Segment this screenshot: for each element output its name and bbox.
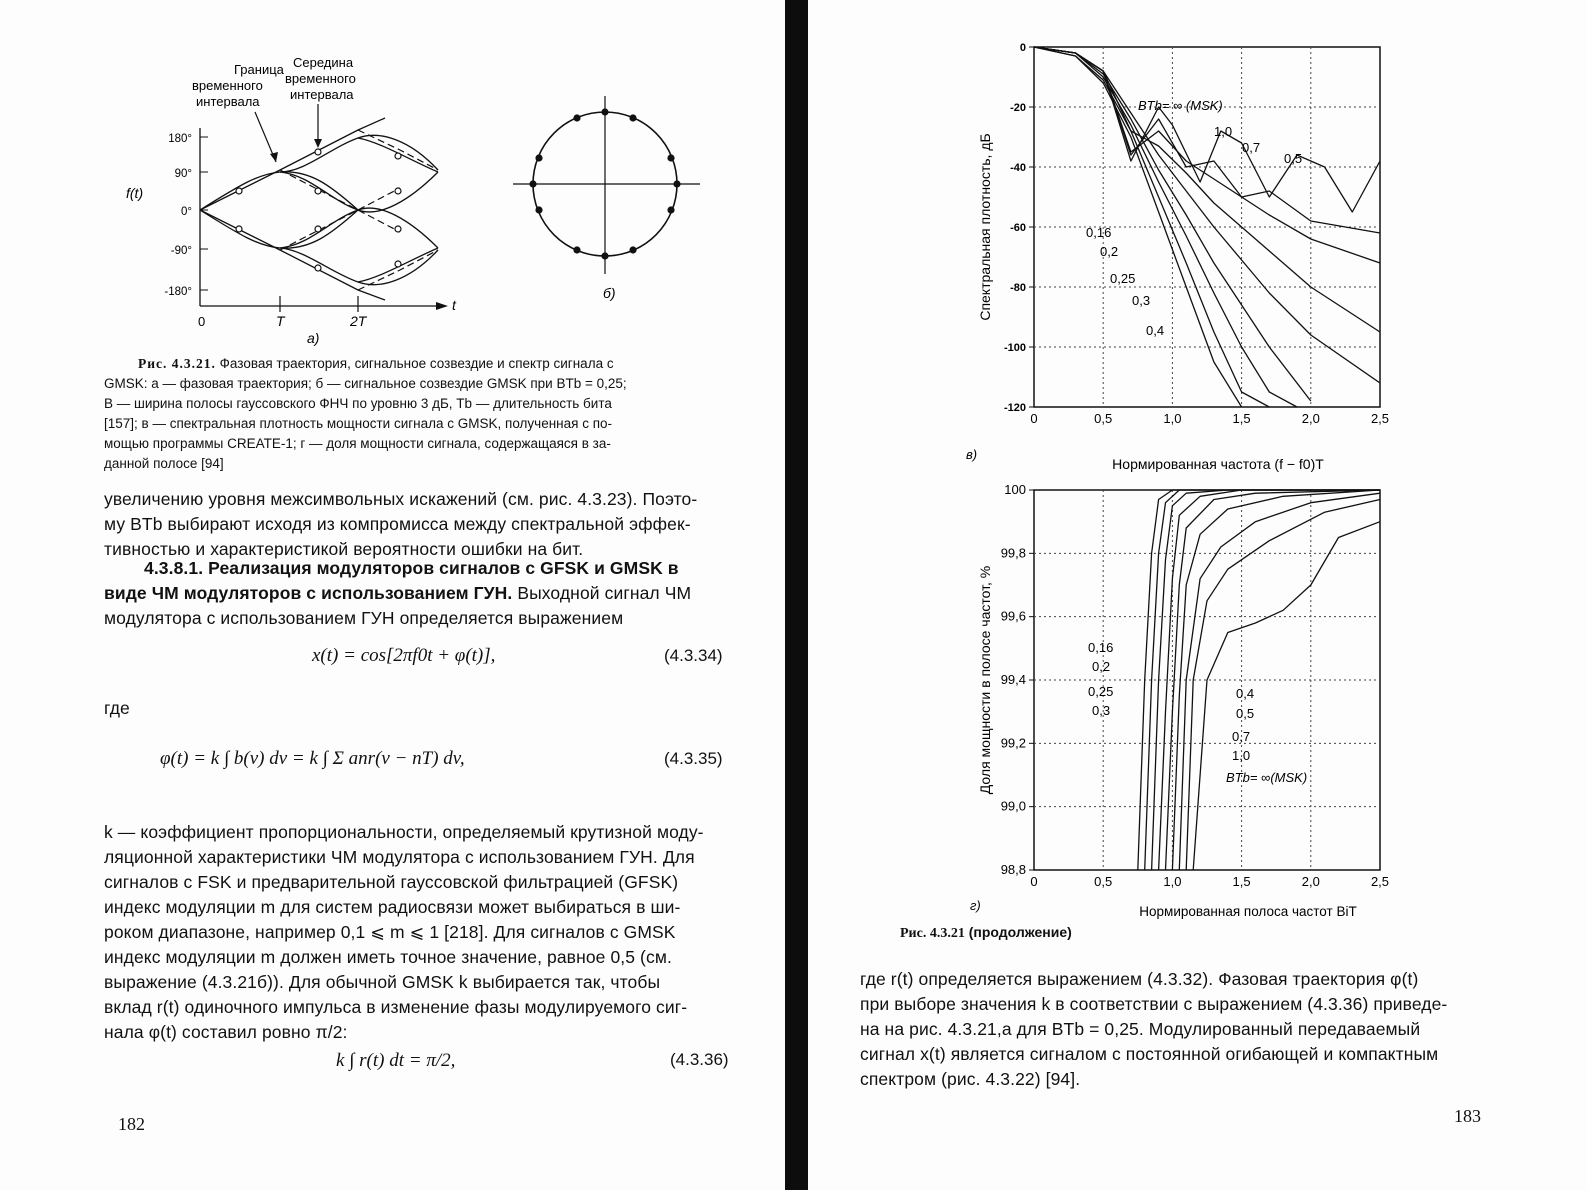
y-tick-label: 98,8	[1000, 862, 1026, 877]
y-tick-label: -100	[1003, 342, 1026, 354]
y-axis-label: f(t)	[126, 185, 144, 201]
constellation-point	[667, 206, 674, 213]
chart-spectral-density	[958, 35, 1548, 475]
equation-4-3-35: φ(t) = k ∫ b(v) dv = k ∫ Σ anr(v − nT) dv,	[160, 748, 465, 769]
sample-point	[395, 188, 401, 194]
annotation-left-0-16: 0,16	[1088, 640, 1114, 655]
series-line-5	[1034, 47, 1380, 332]
y-tick-label: -60	[1010, 222, 1026, 234]
paragraph-right-line: спектром (рис. 4.3.22) [94].	[860, 1069, 1081, 1089]
figure-b-constellation	[505, 90, 710, 305]
paragraph-right-line: сигнал x(t) является сигналом с постоянной огибающей и компактным	[860, 1044, 1439, 1064]
chart-g-xlabel: Нормированная полоса частот BiT	[1139, 904, 1357, 919]
x-axis-arrowhead	[436, 302, 448, 310]
paragraph-3-line: сигналов с FSK и предварительной гауссовской фильтрацией (GFSK)	[104, 872, 679, 892]
paragraph-right-line: на на рис. 4.3.21,а для BTb = 0,25. Модулированный передаваемый	[860, 1019, 1421, 1039]
paragraph-2: модулятора с использованием ГУН определяется выражением	[104, 608, 624, 628]
paragraph-3-line: выражение (4.3.21б)). Для обычной GMSK k выбирается так, чтобы	[104, 972, 661, 992]
caption-prefix-right: Рис. 4.3.21	[900, 926, 965, 941]
y-tick-label: 99,0	[1000, 798, 1026, 814]
paragraph-3-line: индекс модуляции m для систем радиосвязи может выбираться в ши-	[104, 897, 681, 917]
chart-g-series	[1138, 490, 1380, 870]
x-tick-label: 2,0	[1301, 411, 1320, 426]
label-middle-line1: Середина	[293, 55, 354, 70]
x-tick-label: 2,5	[1370, 874, 1390, 889]
x-tick-label: 1,5	[1232, 874, 1251, 889]
chart-power-fraction	[958, 478, 1548, 918]
y-tick-label: 99,8	[1000, 545, 1026, 561]
pointer-middle-arrowhead	[314, 139, 322, 148]
y-tick-label-minus90: -90°	[170, 245, 192, 257]
paragraph-3-line: k — коэффициент пропорциональности, определяемый крутизной моду-	[104, 822, 704, 842]
equation-4-3-36: k ∫ r(t) dt = π/2,	[336, 1050, 456, 1071]
annotation-0-3: 0,3	[1132, 293, 1151, 308]
series-line-6	[1179, 493, 1380, 870]
caption-line-3: B — ширина полосы гауссовского ФНЧ по уровню 3 дБ, Tb — длительность бита	[104, 396, 612, 411]
constellation-point	[535, 206, 542, 213]
chart-g-y-ticks	[1001, 482, 1034, 877]
page-number-right: 183	[1454, 1106, 1481, 1126]
annotation-msk: BTb= ∞ (MSK)	[1138, 98, 1223, 113]
x-axis-label: t	[452, 297, 456, 313]
figure-caption-continued	[900, 924, 1072, 942]
dashed-line-a	[280, 170, 400, 232]
caption-line-5: мощью программы CREATE-1; г — доля мощности сигнала, содержащаяся в за-	[104, 436, 611, 451]
paragraph-3-line: ляционной характеристики ЧМ модулятора с использованием ГУН. Для	[104, 847, 695, 867]
section-heading-block	[104, 556, 744, 631]
sample-point	[315, 188, 321, 194]
annotation-right-1-0: 1,0	[1232, 748, 1251, 763]
sample-point	[315, 226, 321, 232]
paragraph-1-line: му BTb выбирают исходя из компромисса между спектральной эффек-	[104, 514, 691, 534]
equation-number-4-3-35: (4.3.35)	[664, 749, 723, 768]
caption-prefix: Рис. 4.3.21.	[138, 356, 216, 371]
paragraph-right-line: при выборе значения k в соответствии с выражением (4.3.36) приведе-	[860, 994, 1448, 1014]
annotation-0-2: 0,2	[1100, 244, 1119, 259]
x-tick-label: 2,0	[1301, 874, 1320, 889]
y-tick-label: 0	[1019, 42, 1026, 54]
y-tick-label: 99,2	[1000, 735, 1026, 751]
section-heading-line-2: виде ЧМ модуляторов с использованием ГУН.	[104, 583, 513, 603]
x-tick-label: 1,0	[1163, 411, 1182, 426]
caption-line-6: данной полосе [94]	[104, 456, 224, 471]
chart-v-panel-label: в)	[966, 447, 978, 462]
annotation-left-0-25: 0,25	[1088, 684, 1114, 699]
x-tick-label: 0,5	[1094, 411, 1113, 426]
series-line-5	[1172, 490, 1380, 870]
phase-trajectory-dashed	[280, 130, 438, 290]
equation-number-4-3-34: (4.3.34)	[664, 646, 723, 665]
page-number-left: 182	[118, 1114, 145, 1134]
equation-4-3-34: x(t) = cos[2πf0t + φ(t)],	[312, 645, 496, 666]
annotation-left-0-2: 0,2	[1092, 659, 1111, 674]
annotation-1-0: 1,0	[1214, 124, 1233, 139]
y-tick-label-90: 90°	[174, 168, 192, 180]
x-tick-label-2T: 2T	[350, 313, 367, 329]
sample-point	[236, 188, 242, 194]
paragraph-3-line: вклад r(t) одиночного импульса в изменение фазы модулируемого сиг-	[104, 997, 688, 1017]
pointer-boundary-arrowhead	[270, 152, 278, 162]
sample-point	[315, 149, 321, 155]
x-tick-label: 0	[1030, 874, 1038, 889]
annotation-right-0-7: 0,7	[1232, 729, 1251, 744]
paragraph-3	[104, 820, 744, 1045]
caption-line-2: GMSK: а — фазовая траектория; б — сигнальное созвездие GMSK при BTb = 0,25;	[104, 376, 627, 391]
trajectory-lower-curve	[200, 210, 438, 285]
chart-v-y-ticks	[1004, 42, 1034, 414]
x-tick-label: 2,5	[1370, 411, 1390, 426]
y-tick-label-180: 180°	[168, 133, 192, 145]
trajectory-mid-upper	[280, 172, 438, 212]
series-line-8	[1193, 522, 1380, 870]
constellation-point	[529, 180, 536, 187]
label-boundary-line2: временного	[192, 78, 263, 93]
caption-line-4: [157]; в — спектральная плотность мощности сигнала с GMSK, полученная с по-	[104, 416, 613, 431]
trajectory-mid-lower	[280, 208, 438, 248]
trajectory-straight-up	[200, 118, 385, 210]
y-tick-label: -120	[1003, 402, 1026, 414]
constellation-point	[673, 180, 680, 187]
paragraph-3-line: индекс модуляции m должен иметь точное значение, равное 0,5 (см.	[104, 947, 672, 967]
dashed-line-b	[280, 188, 400, 250]
paragraph-1-line: тивностью и характеристикой вероятности ошибки на бит.	[104, 539, 584, 559]
y-tick-label: -40	[1010, 162, 1026, 174]
y-tick-label: 99,6	[1000, 608, 1026, 624]
equation-number-4-3-36: (4.3.36)	[670, 1050, 729, 1069]
caption-line	[104, 354, 734, 374]
dashed-line-c	[358, 130, 438, 170]
x-tick-label: 0,5	[1094, 874, 1113, 889]
chart-g-x-ticks	[1030, 874, 1389, 889]
book-spine	[785, 0, 808, 1190]
sample-point	[395, 261, 401, 267]
label-boundary-line1: Граница	[234, 62, 284, 77]
annotation-0-25: 0,25	[1110, 271, 1136, 286]
x-tick-label: 0	[1030, 411, 1038, 426]
section-heading-line-1: 4.3.8.1. Реализация модуляторов сигналов с GFSK и GMSK в	[144, 558, 679, 578]
series-line-7	[1034, 47, 1380, 233]
annotation-0-5: 0,5	[1284, 151, 1303, 166]
paragraph-right-line: где r(t) определяется выражением (4.3.32). Фазовая траектория φ(t)	[860, 969, 1419, 989]
dashed-line-d	[358, 250, 438, 290]
paragraph-3-line: роком диапазоне, например 0,1 ⩽ m ⩽ 1 [218]. Для сигналов с GMSK	[104, 922, 676, 942]
sample-point	[395, 153, 401, 159]
figure-caption	[104, 354, 734, 474]
series-line-8	[1034, 47, 1380, 212]
trajectory-straight-down	[200, 210, 385, 300]
sample-point	[236, 226, 242, 232]
x-tick-label: 1,0	[1163, 874, 1182, 889]
chart-g-ylabel: Доля мощности в полосе частот, %	[977, 565, 993, 795]
constellation-point	[601, 252, 608, 259]
y-tick-label-0: 0°	[181, 206, 192, 218]
x-tick-label-T: T	[276, 313, 285, 329]
annotation-0-7: 0,7	[1242, 140, 1261, 155]
annotation-left-0-3: 0,3	[1092, 703, 1111, 718]
chart-v-annotations	[1086, 98, 1302, 338]
constellation-point	[535, 154, 542, 161]
annotation-right-0-5: 0,5	[1236, 706, 1255, 721]
annotation-right-0-4: 0,4	[1236, 686, 1255, 701]
y-tick-label: 100	[1004, 482, 1026, 497]
chart-v-ylabel: Спектральная плотность, дБ	[977, 133, 993, 321]
chart-v-x-ticks	[1030, 411, 1389, 426]
sample-point	[315, 265, 321, 271]
constellation-point	[629, 114, 636, 121]
section-heading-tail: Выходной сигнал ЧМ	[512, 583, 692, 603]
annotation-right-msk: BTb= ∞(MSK)	[1226, 770, 1308, 785]
label-middle-line2: временного	[285, 71, 356, 86]
y-tick-label-minus180: -180°	[164, 286, 192, 298]
sample-point	[395, 226, 401, 232]
panel-label-a: а)	[307, 330, 320, 346]
where-word-1: где	[104, 698, 130, 718]
right-page	[808, 0, 1587, 1190]
constellation-point	[667, 154, 674, 161]
paragraph-1-line: увеличению уровня межсимвольных искажений (см. рис. 4.3.23). Поэто-	[104, 489, 698, 509]
figure-a-phase-trajectory	[126, 50, 480, 350]
y-tick-label: -20	[1010, 102, 1026, 114]
constellation-point	[573, 114, 580, 121]
chart-g-annotations	[1088, 640, 1307, 785]
paragraph-1	[104, 487, 744, 562]
y-tick-label: 99,4	[1000, 672, 1026, 687]
panel-label-b: б)	[603, 285, 616, 301]
phase-sample-points	[236, 149, 401, 271]
caption-line-1: Фазовая траектория, сигнальное созвездие и спектр сигнала с	[219, 356, 614, 371]
label-middle-line3: интервала	[290, 87, 354, 102]
x-tick-label-0: 0	[198, 314, 206, 329]
x-tick-label: 1,5	[1232, 411, 1251, 426]
left-page	[0, 0, 785, 1190]
constellation-point	[629, 246, 636, 253]
y-tick-label: -80	[1010, 282, 1026, 294]
paragraph-right	[860, 967, 1500, 1092]
label-boundary-line3: интервала	[196, 94, 260, 109]
annotation-0-16: 0,16	[1086, 225, 1112, 240]
caption-suffix-right: (продолжение)	[968, 924, 1072, 940]
constellation-point	[601, 108, 608, 115]
annotation-0-4: 0,4	[1146, 323, 1165, 338]
trajectory-upper-curve	[200, 135, 438, 210]
paragraph-3-line: нала φ(t) составил ровно π/2:	[104, 1022, 348, 1042]
chart-v-xlabel: Нормированная частота (f − f0)T	[1112, 456, 1324, 472]
chart-g-panel-label: г)	[970, 898, 981, 913]
constellation-point	[573, 246, 580, 253]
